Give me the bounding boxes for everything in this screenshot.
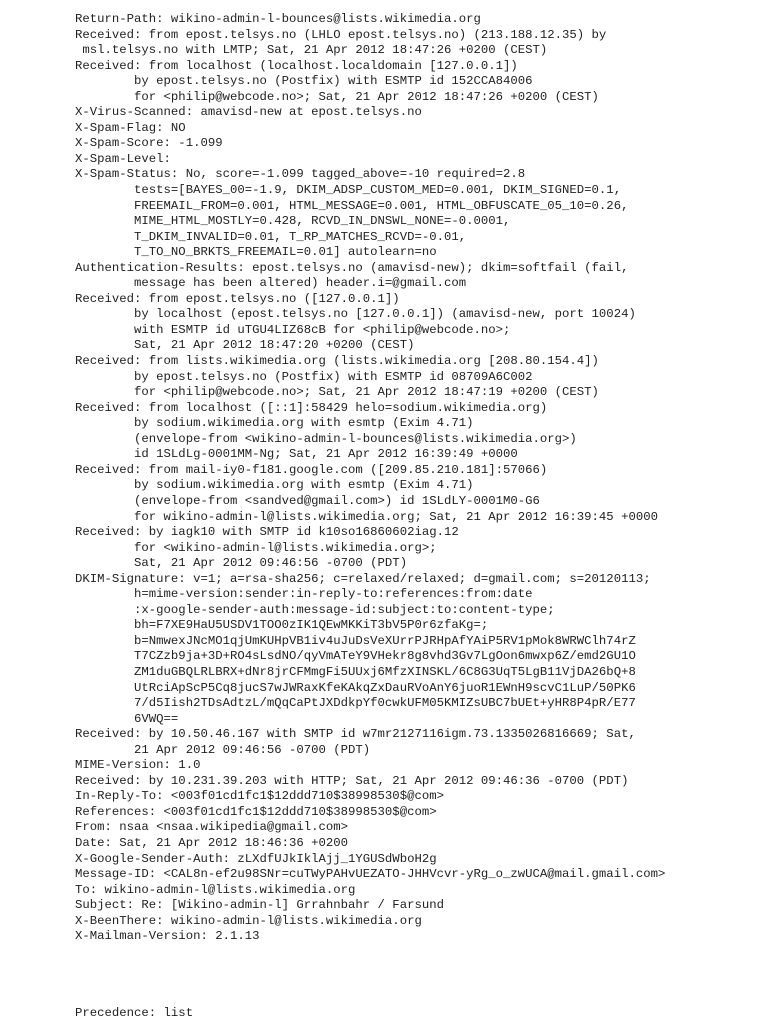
header-line: T_DKIM_INVALID=0.01, T_RP_MATCHES_RCVD=-0.01, (75, 229, 467, 244)
header-line: Return-Path: wikino-admin-l-bounces@lists.wikimedia.org (75, 12, 481, 26)
header-line: Date: Sat, 21 Apr 2012 18:46:36 +0200 (75, 835, 349, 850)
header-line: References: <003f01cd1fc1$12ddd710$38998530$@com> (75, 804, 437, 819)
header-line: ZM1duGBQLRLBRX+dNr8jrCFMmgFi5UUxj6MfzXINSKL/6C8G3UqT5LgB11VjDA26bQ+8 (75, 664, 636, 679)
header-line: Received: by 10.50.46.167 with SMTP id w7mr2127116igm.73.1335026816669; Sat, (75, 727, 636, 742)
header-line: T_TO_NO_BRKTS_FREEMAIL=0.01] autolearn=no (75, 245, 437, 260)
header-line: (envelope-from <wikino-admin-l-bounces@lists.wikimedia.org>) (75, 431, 577, 446)
header-line: X-Spam-Status: No, score=-1.099 tagged_above=-10 required=2.8 (75, 167, 526, 182)
header-line: id 1SLdLg-0001MM-Ng; Sat, 21 Apr 2012 16:39:49 +0000 (75, 447, 518, 462)
header-line: X-Spam-Score: -1.099 (75, 136, 223, 151)
email-header-block (75, 12, 665, 945)
header-line: Received: from epost.telsys.no ([127.0.0.1]) (75, 291, 400, 306)
header-line: 21 Apr 2012 09:46:56 -0700 (PDT) (75, 742, 371, 757)
header-line: Received: by 10.231.39.203 with HTTP; Sat, 21 Apr 2012 09:46:36 -0700 (PDT) (75, 773, 629, 788)
header-line: Authentication-Results: epost.telsys.no (amavisd-new); dkim=softfail (fail, (75, 260, 629, 275)
header-line: :x-google-sender-auth:message-id:subject:to:content-type; (75, 602, 555, 617)
header-line: To: wikino-admin-l@lists.wikimedia.org (75, 882, 356, 897)
header-line: In-Reply-To: <003f01cd1fc1$12ddd710$38998530$@com> (75, 789, 444, 804)
header-line: Sat, 21 Apr 2012 18:47:20 +0200 (CEST) (75, 338, 415, 353)
header-line: msl.telsys.no with LMTP; Sat, 21 Apr 2012 18:47:26 +0200 (CEST) (75, 43, 548, 58)
header-line: UtRciApScP5Cq8jucS7wJWRaxKfeKAkqZxDauRVoAnY6juoR1EWnH9scvC1LuP/50PK6 (75, 680, 636, 695)
header-line: T7CZzb9ja+3D+RO4sLsdNO/qyVmATeY9VHekr8g8vhd3Gv7LgOon6mwxp6Z/emd2GU1O (75, 649, 636, 664)
header-line: by sodium.wikimedia.org with esmtp (Exim 4.71) (75, 416, 474, 431)
header-line: Received: from epost.telsys.no (LHLO epost.telsys.no) (213.188.12.35) by (75, 27, 607, 42)
header-line: by epost.telsys.no (Postfix) with ESMTP id 152CCA84006 (75, 74, 533, 89)
header-line: Received: from localhost (localhost.localdomain [127.0.0.1]) (75, 58, 518, 73)
header-line: bh=F7XE9HaU5USDV1TOO0zIK1QEwMKKiT3bV5P0r6zfaKg=; (75, 618, 489, 633)
header-line: X-Spam-Level: (75, 151, 171, 166)
header-line: X-BeenThere: wikino-admin-l@lists.wikimedia.org (75, 913, 422, 928)
header-line: for <philip@webcode.no>; Sat, 21 Apr 2012 18:47:19 +0200 (CEST) (75, 385, 599, 400)
header-line: Precedence: list (75, 1006, 194, 1020)
header-line: X-Mailman-Version: 2.1.13 (75, 929, 260, 944)
header-line: tests=[BAYES_00=-1.9, DKIM_ADSP_CUSTOM_MED=0.001, DKIM_SIGNED=0.1, (75, 183, 622, 198)
header-line: (envelope-from <sandved@gmail.com>) id 1SLdLY-0001M0-G6 (75, 493, 540, 508)
header-line: Received: from lists.wikimedia.org (lists.wikimedia.org [208.80.154.4]) (75, 354, 599, 369)
header-line: Received: from mail-iy0-f181.google.com ([209.85.210.181]:57066) (75, 462, 548, 477)
header-line: for <wikino-admin-l@lists.wikimedia.org>; (75, 540, 437, 555)
header-line: Sat, 21 Apr 2012 09:46:56 -0700 (PDT) (75, 556, 408, 571)
header-line: for wikino-admin-l@lists.wikimedia.org; Sat, 21 Apr 2012 16:39:45 +0000 (75, 509, 658, 524)
header-line: 6VWQ== (75, 711, 179, 726)
header-line: MIME_HTML_MOSTLY=0.428, RCVD_IN_DNSWL_NONE=-0.0001, (75, 214, 511, 229)
header-line: Message-ID: <CAL8n-ef2u98SNr=cuTWyPAHvUEZATO-JHHVcvr-yRg_o_zwUCA@mail.gmail.com> (75, 867, 666, 882)
header-line: From: nsaa <nsaa.wikipedia@gmail.com> (75, 820, 349, 835)
header-line: by localhost (epost.telsys.no [127.0.0.1]) (amavisd-new, port 10024) (75, 307, 636, 322)
header-line: X-Spam-Flag: NO (75, 120, 186, 135)
header-line: h=mime-version:sender:in-reply-to:references:from:date (75, 587, 533, 602)
header-line: by sodium.wikimedia.org with esmtp (Exim 4.71) (75, 478, 474, 493)
header-line: DKIM-Signature: v=1; a=rsa-sha256; c=relaxed/relaxed; d=gmail.com; s=20120113; (75, 571, 651, 586)
header-line: MIME-Version: 1.0 (75, 758, 201, 773)
header-line: for <philip@webcode.no>; Sat, 21 Apr 2012 18:47:26 +0200 (CEST) (75, 89, 599, 104)
header-line: with ESMTP id uTGU4LIZ68cB for <philip@webcode.no>; (75, 322, 511, 337)
header-line: X-Google-Sender-Auth: zLXdfUJkIklAjj_1YGUSdWboH2g (75, 851, 437, 866)
header-line: FREEMAIL_FROM=0.001, HTML_MESSAGE=0.001, HTML_OBFUSCATE_05_10=0.26, (75, 198, 629, 213)
email-trailer-block (75, 1006, 193, 1022)
header-line: by epost.telsys.no (Postfix) with ESMTP id 08709A6C002 (75, 369, 533, 384)
header-line: message has been altered) header.i=@gmail.com (75, 276, 467, 291)
header-line: 7/d5Iish2TDsAdtzL/mQqCaPtJXDdkpYf0cwkUFM05KMIZsUBC7bUEt+yHR8P4pR/E77 (75, 696, 636, 711)
header-line: Received: by iagk10 with SMTP id k10so16860602iag.12 (75, 525, 459, 540)
header-line: Received: from localhost ([::1]:58429 helo=sodium.wikimedia.org) (75, 400, 548, 415)
header-line: X-Virus-Scanned: amavisd-new at epost.telsys.no (75, 105, 422, 120)
header-line: b=NmwexJNcMO1qjUmKUHpVB1iv4uJuDsVeXUrrPJRHpAfYAiP5RV1pMok8WRWClh74rZ (75, 633, 636, 648)
header-line: Subject: Re: [Wikino-admin-l] Grrahnbahr / Farsund (75, 898, 444, 913)
